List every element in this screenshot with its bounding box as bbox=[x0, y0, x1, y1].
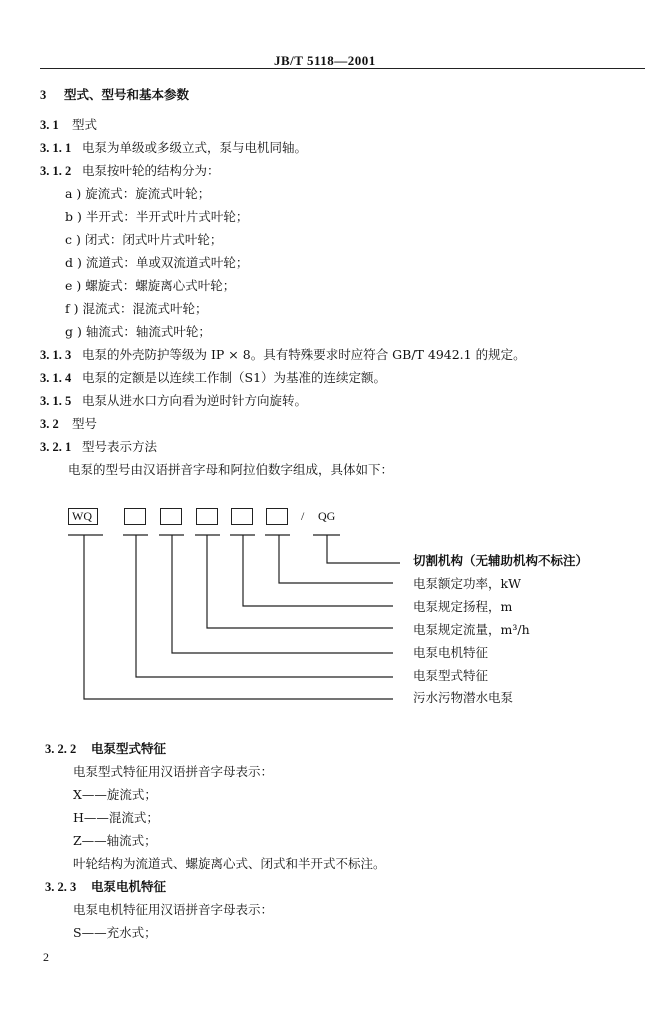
label-type-feature: 电泵型式特征 bbox=[413, 668, 489, 683]
list-item: g ) 轴流式：轴流式叶轮； bbox=[65, 324, 211, 339]
standard-code: JB/T 5118—2001 bbox=[274, 53, 376, 68]
section-3-1-5: 3. 1. 5 电泵从进水口方向看为逆时针方向旋转。 bbox=[40, 393, 308, 408]
suffix-code: QG bbox=[318, 509, 336, 523]
section-3-2-heading: 3. 2 型号 bbox=[40, 416, 98, 431]
section-3-1-heading: 3. 1 型式 bbox=[40, 117, 98, 132]
type-code-item: Z——轴流式； bbox=[73, 833, 157, 848]
section-3-1-3: 3. 1. 3 电泵的外壳防护等级为 IP × 8。具有特殊要求时应符合 GB/T 4942.1 的规定。 bbox=[40, 347, 526, 362]
section-3-1-1: 3. 1. 1 电泵为单级或多级立式，泵与电机同轴。 bbox=[40, 140, 308, 155]
list-item: a ) 旋流式：旋流式叶轮； bbox=[65, 186, 211, 201]
list-item: f ) 混流式：混流式叶轮； bbox=[65, 301, 208, 316]
section-3-2-2-note: 叶轮结构为流道式、螺旋离心式、闭式和半开式不标注。 bbox=[73, 856, 386, 871]
section-3-2-2-heading: 3. 2. 2 电泵型式特征 bbox=[45, 741, 167, 756]
section-3-2-1-text: 电泵的型号由汉语拼音字母和阿拉伯数字组成，具体如下： bbox=[68, 462, 394, 477]
page-number: 2 bbox=[43, 950, 49, 964]
list-item: c ) 闭式：闭式叶片式叶轮； bbox=[65, 232, 223, 247]
label-rated-power: 电泵额定功率，kW bbox=[413, 576, 521, 591]
list-item: d ) 流道式：单或双流道式叶轮； bbox=[65, 255, 249, 270]
label-flow: 电泵规定流量，m³/h bbox=[413, 622, 530, 637]
section-3-2-2-text: 电泵型式特征用汉语拼音字母表示： bbox=[73, 764, 274, 779]
prefix-code: WQ bbox=[72, 509, 92, 523]
label-head: 电泵规定扬程，m bbox=[413, 599, 513, 614]
section-3-2-1-heading: 3. 2. 1 型号表示方法 bbox=[40, 439, 158, 454]
label-sewage-pump: 污水污物潜水电泵 bbox=[413, 690, 514, 705]
section-3-1-4: 3. 1. 4 电泵的定额是以连续工作制（S1）为基准的连续定额。 bbox=[40, 370, 387, 385]
section-3-2-3-text: 电泵电机特征用汉语拼音字母表示： bbox=[73, 902, 274, 917]
list-item: b ) 半开式：半开式叶片式叶轮； bbox=[65, 209, 249, 224]
slash: / bbox=[301, 509, 305, 523]
list-item: e ) 螺旋式：螺旋离心式叶轮； bbox=[65, 278, 236, 293]
type-code-item: X——旋流式； bbox=[73, 787, 157, 802]
type-code-item: H——混流式； bbox=[73, 810, 159, 825]
section-3-2-3-heading: 3. 2. 3 电泵电机特征 bbox=[45, 879, 167, 894]
motor-code-item: S——充水式； bbox=[73, 925, 157, 940]
section-3-1-2: 3. 1. 2 电泵按叶轮的结构分为： bbox=[40, 163, 220, 178]
label-cutting-mechanism: 切割机构（无辅助机构不标注） bbox=[413, 553, 589, 568]
label-motor-feature: 电泵电机特征 bbox=[413, 645, 489, 660]
section-3-heading: 3 型式、型号和基本参数 bbox=[40, 87, 190, 102]
